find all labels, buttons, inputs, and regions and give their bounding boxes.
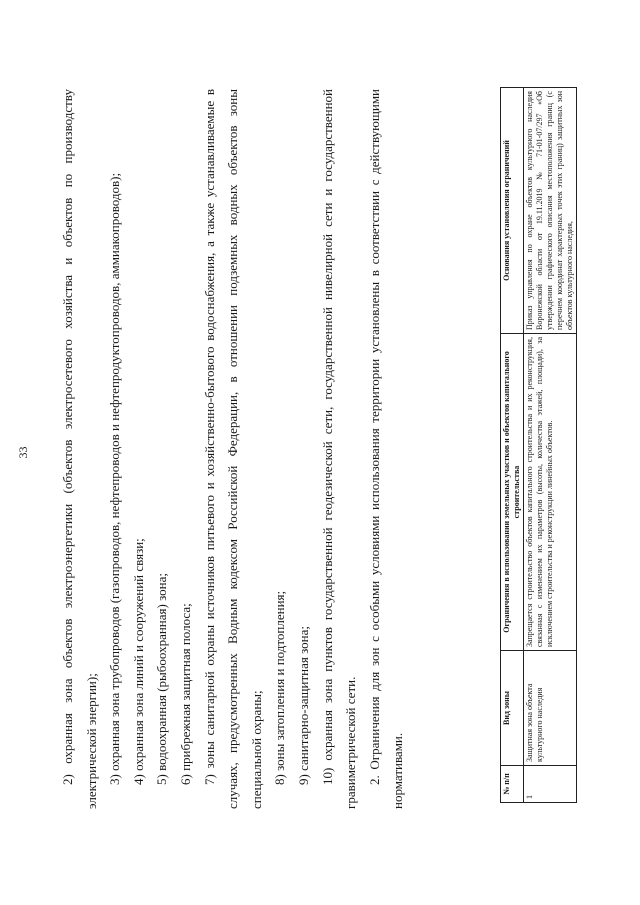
header-zone-type: Вид зоны	[501, 651, 524, 766]
header-restrictions: Ограничения в использовании земельных участков и объектов капитального строительства	[501, 334, 524, 651]
paragraph-item-6: 6) прибрежная защитная полоса;	[177, 603, 193, 785]
cell-num: 1	[524, 766, 577, 803]
zones-table	[500, 87, 577, 803]
paragraph-item-9: 9) санитарно-защитная зона;	[295, 626, 311, 785]
paragraph-item-8: 8) зоны затопления и подтопления;	[272, 590, 288, 785]
paragraph-item-3: 3) охранная зона трубопроводов (газопроводов, нефтепроводов и нефтепродуктопроводов, аммиакопроводов);	[107, 172, 123, 785]
body-text	[56, 89, 410, 809]
header-num: № п/п	[501, 766, 524, 803]
page-number: 33	[16, 446, 30, 459]
cell-basis: Приказ управления по охране объектов культурного наследия Воронежской области от 19.11.2019 № 71-01-07/297 «Об утверждении графического описания местоположения границ (с перечнем координат характерных точек этих границ) защитных зон объектов культурного наследия,	[524, 88, 577, 334]
paragraph-item-7: 7) зоны санитарной охраны источников питьевого и хозяйственно-бытового водоснабжения, а также устанавливаемые в случаях, предусмотренных Водным кодексом Российской Федерации, в отношении подземных водных объектов зоны специальной охраны;	[201, 89, 264, 809]
paragraph-item-5: 5) водоохранная (рыбоохранная) зона;	[154, 573, 170, 785]
table-header-row	[501, 88, 524, 803]
cell-restrictions: Запрещается строительство объектов капитального строительства и их реконструкция, связанная с изменением их параметров (высоты, количества этажей, площади), за исключением строительства и реконструкции линейных объектов.	[524, 334, 577, 651]
cell-zone-type: Защитная зона объекта культурного наследия	[524, 651, 577, 766]
table-row	[524, 88, 577, 803]
paragraph-section-2: 2. Ограничения для зон с особыми условиями использования территории установлены в соответствии с действующими нормативами.	[366, 89, 406, 809]
header-basis: Основания установления ограничений	[501, 88, 524, 334]
paragraph-item-2: 2) охранная зона объектов электроэнергетики (объектов электросетевого хозяйства и объектов по производству электрической энергии);	[60, 89, 99, 809]
paragraph-item-10: 10) охранная зона пунктов государственной геодезической сети, государственной нивелирной сети и государственной гравиметрической сети.	[319, 89, 359, 809]
paragraph-item-4: 4) охранная зона линий и сооружений связи;	[130, 538, 146, 785]
